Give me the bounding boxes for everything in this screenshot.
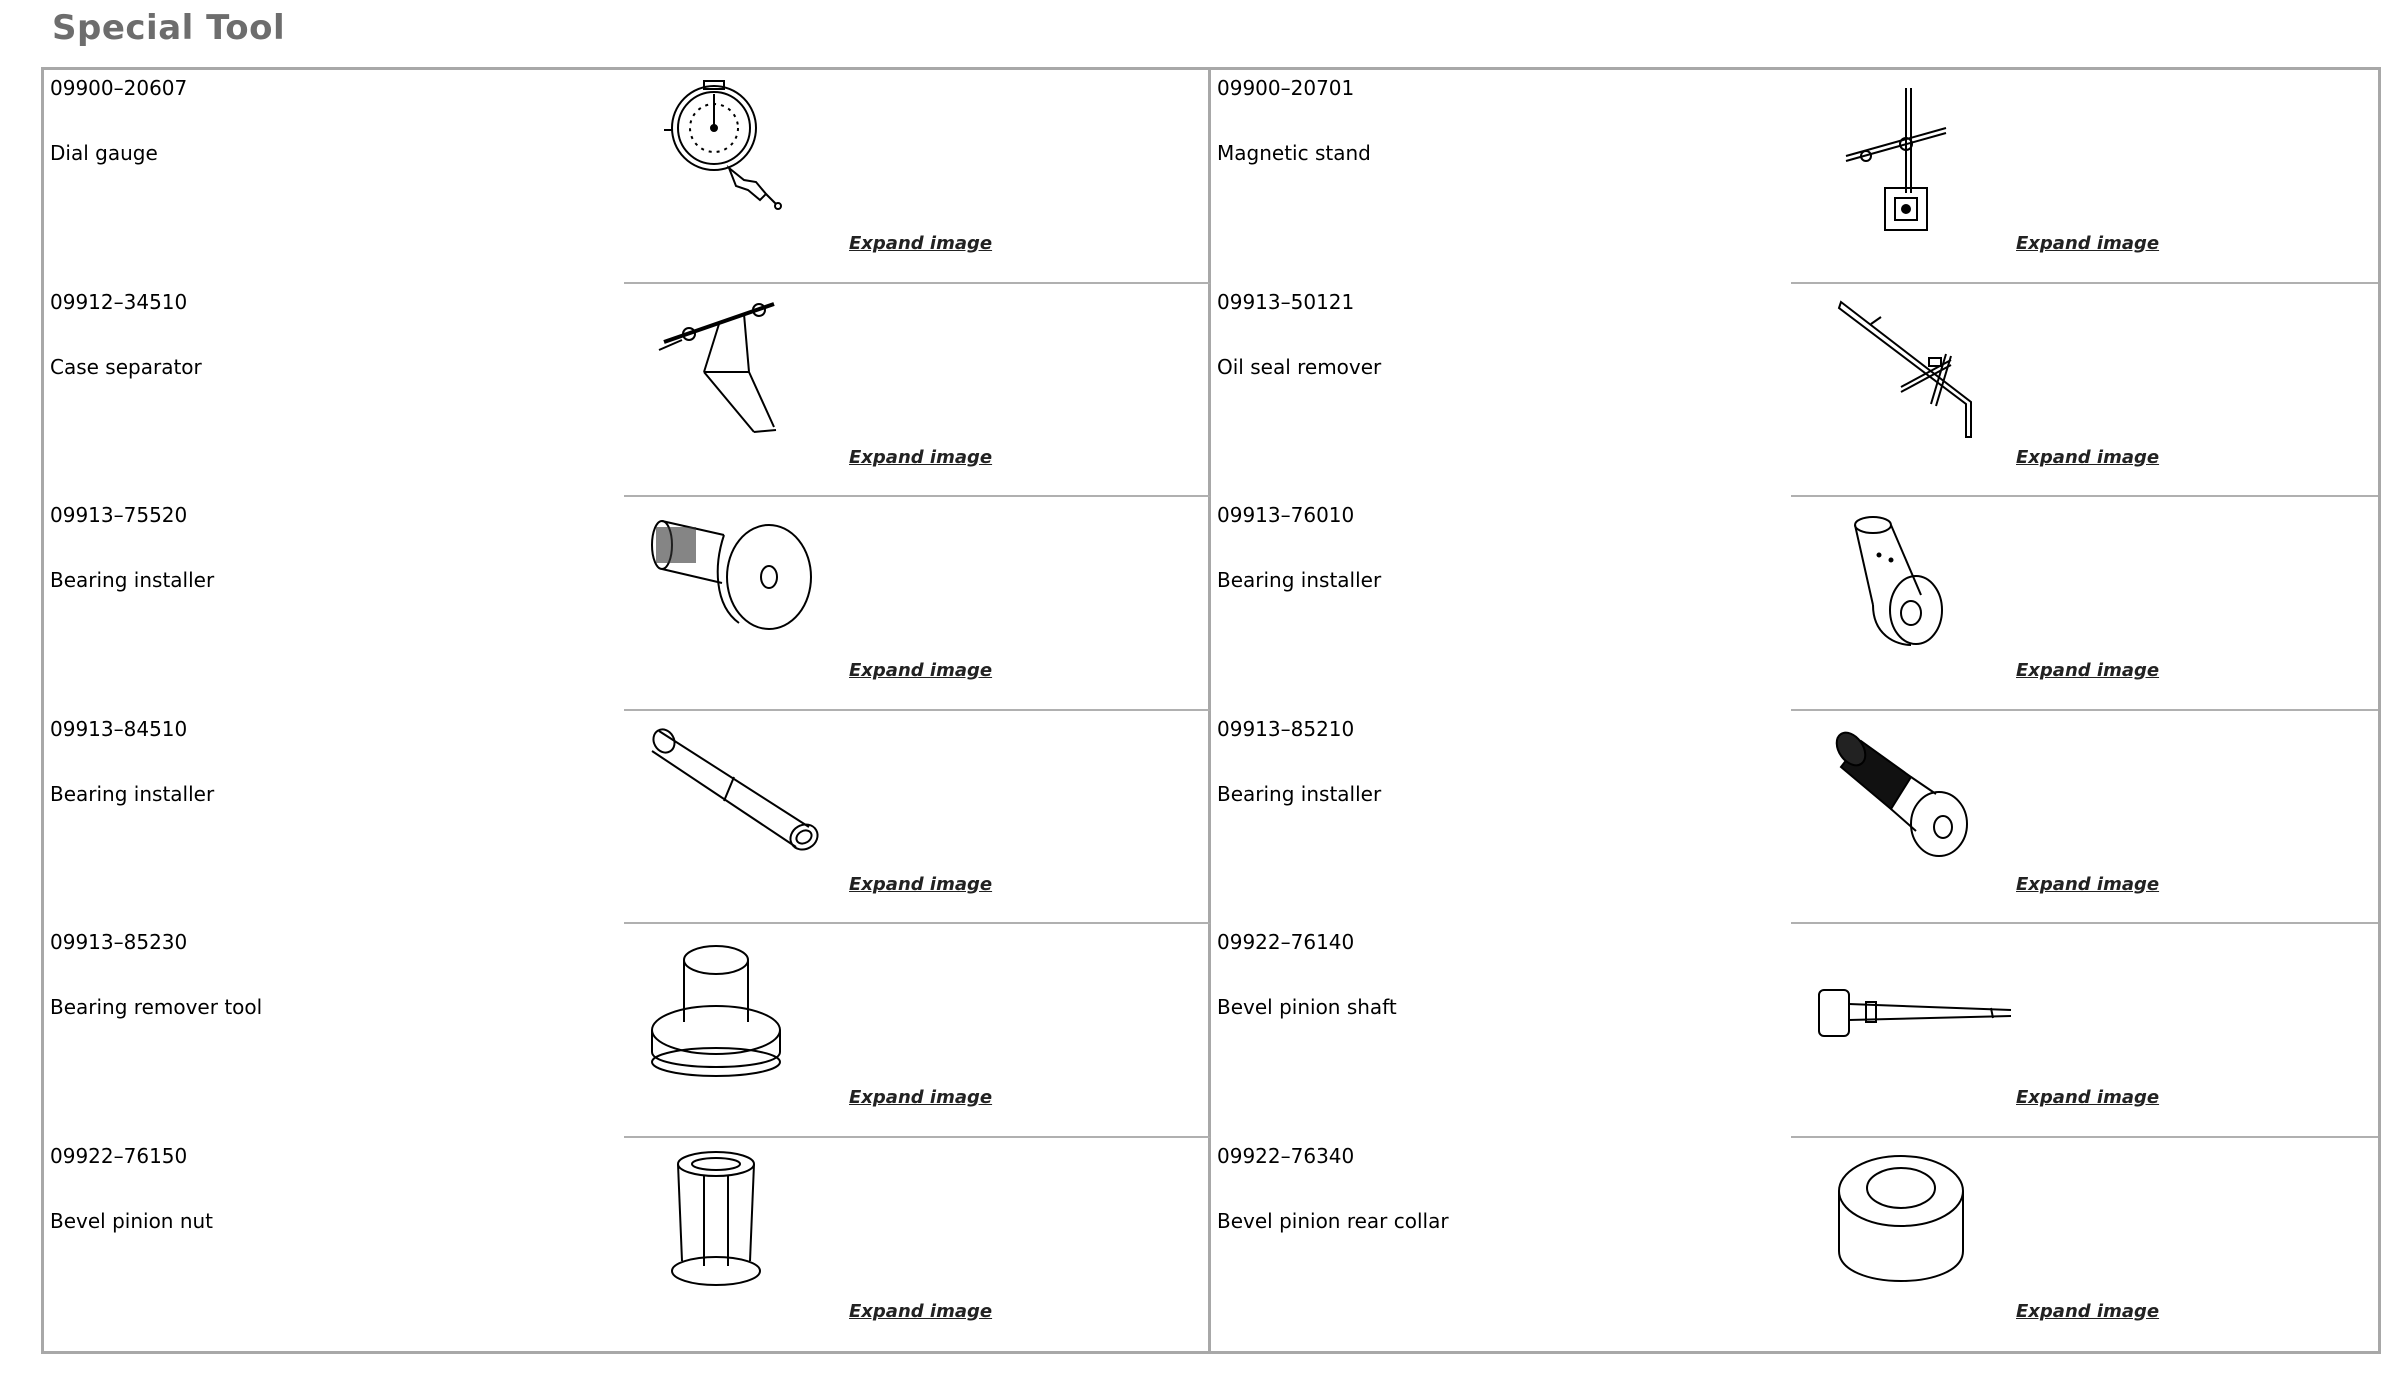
magnetic-stand-icon — [1811, 78, 2041, 243]
expand-image-link[interactable]: Expand image — [849, 446, 993, 468]
bevel-pinion-nut-icon — [644, 1146, 874, 1311]
bearing-remover-tool-icon — [644, 932, 874, 1097]
expand-image-link[interactable]: Expand image — [2016, 1300, 2160, 1322]
case-separator-icon — [644, 292, 874, 457]
tool-cell — [1211, 497, 2378, 711]
tool-name: Bevel pinion nut — [50, 1208, 214, 1233]
expand-image-link[interactable]: Expand image — [2016, 233, 2160, 254]
expand-image-link[interactable]: Expand image — [2016, 660, 2160, 681]
tool-cell — [1211, 70, 2378, 284]
tool-name: Bearing installer — [50, 568, 215, 592]
part-number: 09922–76150 — [50, 1143, 188, 1168]
expand-image-link[interactable]: Expand image — [2016, 873, 2160, 895]
tool-name: Magnetic stand — [1217, 141, 1371, 165]
tool-name: Bearing installer — [1217, 781, 1382, 806]
tool-name: Bevel pinion shaft — [1217, 995, 1397, 1019]
expand-image-link[interactable]: Expand image — [2016, 1087, 2160, 1108]
tool-cell — [1211, 1138, 2378, 1352]
bevel-pinion-rear-collar-icon — [1811, 1146, 2041, 1311]
part-number: 09913–85230 — [50, 930, 188, 954]
part-number: 09922–76340 — [1217, 1143, 1355, 1168]
tool-name: Bearing installer — [50, 781, 215, 806]
part-number: 09912–34510 — [50, 289, 188, 314]
expand-image-link[interactable]: Expand image — [849, 1087, 993, 1108]
part-number: 09900–20607 — [50, 76, 188, 100]
part-number: 09922–76140 — [1217, 930, 1355, 954]
tool-name: Dial gauge — [50, 141, 158, 165]
special-tool-table — [41, 67, 2381, 1354]
part-number: 09913–84510 — [50, 716, 188, 741]
bearing-installer-icon — [644, 719, 874, 884]
tool-name: Case separator — [50, 354, 202, 379]
part-number: 09913–75520 — [50, 503, 188, 527]
tool-cell — [44, 497, 1211, 711]
tool-cell — [1211, 284, 2378, 498]
expand-image-link[interactable]: Expand image — [2016, 446, 2160, 468]
tool-cell — [1211, 924, 2378, 1138]
part-number: 09913–76010 — [1217, 503, 1355, 527]
expand-image-link[interactable]: Expand image — [849, 233, 993, 254]
tool-name: Oil seal remover — [1217, 354, 1382, 379]
tool-cell — [44, 284, 1211, 498]
tool-cell — [44, 924, 1211, 1138]
tool-name: Bearing installer — [1217, 568, 1382, 592]
part-number: 09900–20701 — [1217, 76, 1355, 100]
tool-cell — [44, 1138, 1211, 1352]
expand-image-link[interactable]: Expand image — [849, 1300, 993, 1322]
expand-image-link[interactable]: Expand image — [849, 660, 993, 681]
expand-image-link[interactable]: Expand image — [849, 873, 993, 895]
page-title: Special Tool — [52, 8, 286, 48]
part-number: 09913–50121 — [1217, 289, 1355, 314]
tool-cell — [1211, 711, 2378, 925]
tool-cell — [44, 70, 1211, 284]
tool-cell — [44, 711, 1211, 925]
bearing-installer-icon — [644, 505, 874, 670]
dial-gauge-icon — [644, 78, 874, 243]
bearing-installer-icon — [1811, 719, 2041, 884]
bevel-pinion-shaft-icon — [1811, 932, 2041, 1097]
tool-name: Bevel pinion rear collar — [1217, 1208, 1449, 1233]
oil-seal-remover-icon — [1811, 292, 2041, 457]
tool-name: Bearing remover tool — [50, 995, 263, 1019]
part-number: 09913–85210 — [1217, 716, 1355, 741]
bearing-installer-icon — [1811, 505, 2041, 670]
